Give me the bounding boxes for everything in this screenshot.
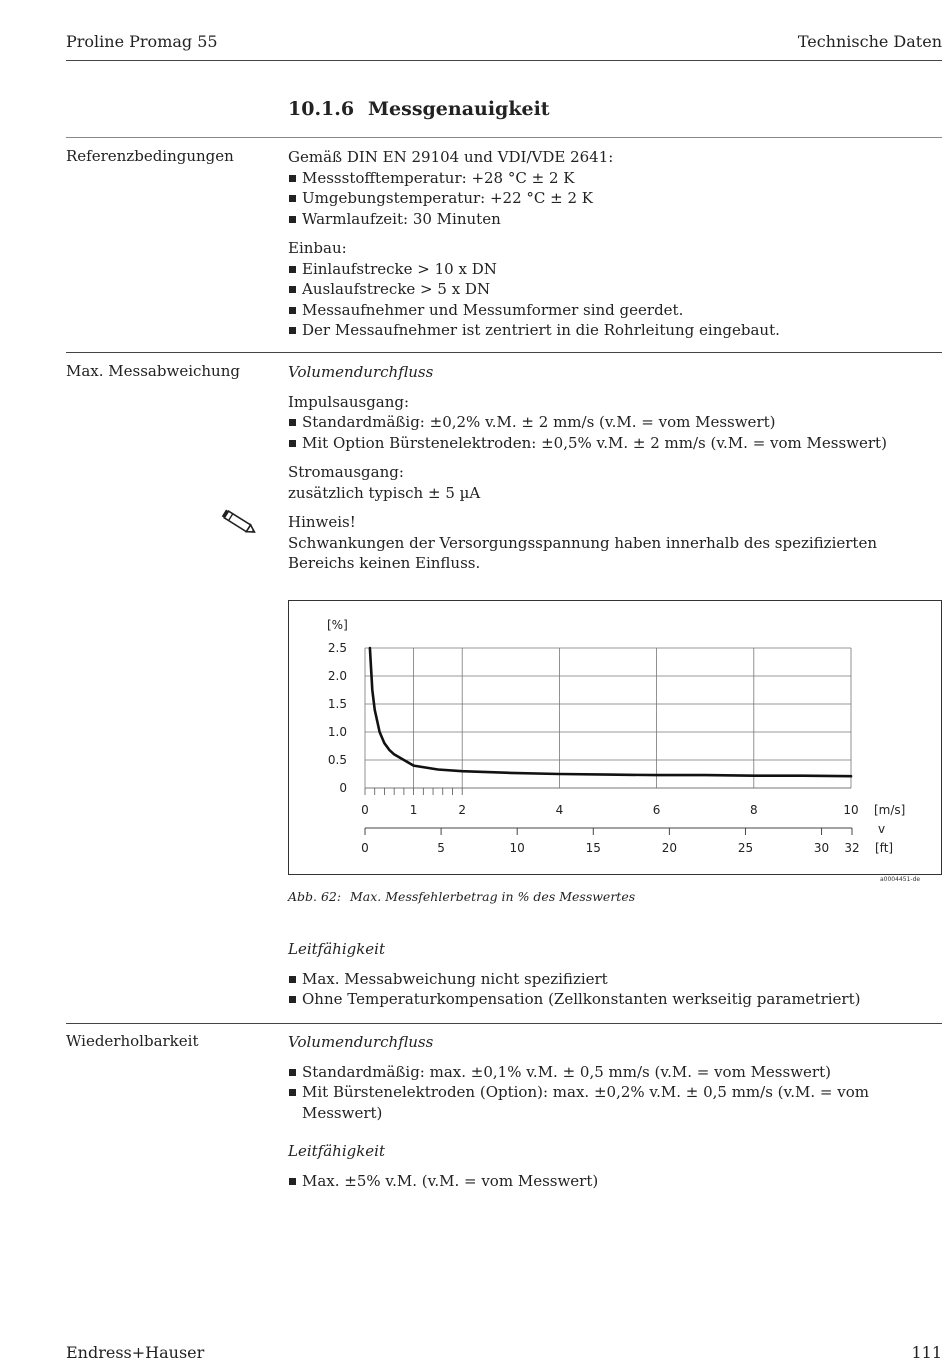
list-item: Max. ±5% v.M. (v.M. = vom Messwert): [288, 1171, 942, 1192]
pencil-icon: [220, 508, 260, 538]
x2-tick-label: 30: [813, 841, 830, 855]
wiederhol-list: [288, 1062, 942, 1124]
x-unit-label: [m/s]: [874, 803, 906, 817]
list-item: Umgebungstemperatur: +22 °C ± 2 K: [288, 188, 942, 209]
einbau-list: [288, 259, 942, 341]
section-heading: Messgenauigkeit: [368, 98, 550, 120]
footer-brand: Endress+Hauser: [66, 1343, 205, 1362]
list-item: Auslaufstrecke > 5 x DN: [288, 279, 942, 300]
y-tick-label: 2.0: [327, 669, 347, 683]
list-item: Standardmäßig: max. ±0,1% v.M. ± 0,5 mm/s (v.M. = vom Messwert): [288, 1062, 942, 1083]
subtitle-volumendurchfluss: Volumendurchfluss: [288, 1033, 434, 1051]
header-product: Proline Promag 55: [66, 32, 218, 51]
referenz-intro: Gemäß DIN EN 29104 und VDI/VDE 2641:: [288, 148, 614, 166]
einbau-title: Einbau:: [288, 239, 347, 257]
y-tick-label: 2.5: [327, 641, 347, 655]
x2-unit-label: [ft]: [875, 841, 894, 855]
list-item: Mit Bürstenelektroden (Option): max. ±0,2% v.M. ± 0,5 mm/s (v.M. = vom Messwert): [288, 1082, 942, 1123]
leitfaehigkeit-content: [288, 939, 942, 1010]
wiederhol-leit-list: [288, 1171, 942, 1192]
x2-tick-label: 10: [509, 841, 525, 855]
hinweis-text: Schwankungen der Versorgungsspannung haben innerhalb des spezifizierten Bereichs keinen Einfluss.: [288, 533, 877, 572]
x-tick-label: 1: [409, 803, 418, 817]
page-number: 111: [911, 1343, 942, 1362]
messabweichung-content: [288, 362, 942, 574]
row-label-wiederhol: Wiederholbarkeit: [66, 1032, 199, 1050]
x2-tick-label: 20: [661, 841, 678, 855]
hinweis-title: Hinweis!: [288, 513, 356, 531]
list-item: Messaufnehmer und Messumformer sind geerdet.: [288, 300, 942, 321]
chart-frame: [289, 601, 942, 875]
x-tick-label: 4: [555, 803, 564, 817]
subtitle-leitfaehigkeit: Leitfähigkeit: [288, 940, 386, 958]
x2-tick-label: 5: [437, 841, 445, 855]
y-tick-label: 0: [339, 781, 347, 795]
x-tick-label: 0: [361, 803, 369, 817]
wiederhol-content: [288, 1032, 942, 1191]
x2-tick-label: 0: [361, 841, 369, 855]
error-chart: [288, 600, 942, 875]
caption-number: Abb. 62:: [288, 889, 342, 904]
subtitle-volumendurchfluss: Volumendurchfluss: [288, 363, 434, 381]
x2-tick-label: 15: [585, 841, 601, 855]
x2-tick-label: 32: [844, 841, 860, 855]
list-item: Messstofftemperatur: +28 °C ± 2 K: [288, 168, 942, 189]
header-rule: [66, 60, 942, 61]
row-rule: [66, 352, 942, 353]
list-item: Standardmäßig: ±0,2% v.M. ± 2 mm/s (v.M. = vom Messwert): [288, 412, 942, 433]
list-item: Einlaufstrecke > 10 x DN: [288, 259, 942, 280]
figure-caption: [288, 889, 635, 904]
y-tick-label: 1.5: [327, 697, 347, 711]
leit-list: [288, 969, 942, 1010]
impuls-list: [288, 412, 942, 453]
x-tick-label: 6: [652, 803, 661, 817]
x-tick-label: 10: [843, 803, 859, 817]
section-title: [288, 98, 550, 120]
strom-title: Stromausgang:: [288, 463, 404, 481]
section-number: 10.1.6: [288, 98, 355, 120]
y-tick-label: 0.5: [327, 753, 347, 767]
list-item: Der Messaufnehmer ist zentriert in die Rohrleitung eingebaut.: [288, 320, 942, 341]
strom-text: zusätzlich typisch ± 5 µA: [288, 483, 481, 502]
subtitle-leitfaehigkeit: Leitfähigkeit: [288, 1142, 386, 1160]
y-axis-label: [%]: [327, 618, 348, 632]
x-tick-label: 2: [458, 803, 467, 817]
caption-text: Max. Messfehlerbetrag in % des Messwertes: [350, 889, 636, 904]
row-label-referenz: Referenzbedingungen: [66, 147, 234, 165]
row-rule: [66, 1023, 942, 1024]
referenz-list: [288, 168, 942, 230]
x-tick-label: 8: [749, 803, 758, 817]
list-item: Mit Option Bürstenelektroden: ±0,5% v.M. ± 2 mm/s (v.M. = vom Messwert): [288, 433, 942, 454]
impuls-title: Impulsausgang:: [288, 392, 410, 411]
x-axis-label: v: [878, 822, 886, 836]
section-rule: [66, 137, 942, 138]
y-tick-label: 1.0: [327, 725, 347, 739]
referenz-content: [288, 147, 942, 341]
header-chapter: Technische Daten: [797, 32, 942, 51]
x2-tick-label: 25: [737, 841, 754, 855]
row-label-messabweichung: Max. Messabweichung: [66, 362, 240, 380]
list-item: Warmlaufzeit: 30 Minuten: [288, 209, 942, 230]
figure-id: a0004451-de: [880, 876, 921, 883]
list-item: Max. Messabweichung nicht spezifiziert: [288, 969, 942, 990]
list-item: Ohne Temperaturkompensation (Zellkonstanten werkseitig parametriert): [288, 989, 942, 1010]
